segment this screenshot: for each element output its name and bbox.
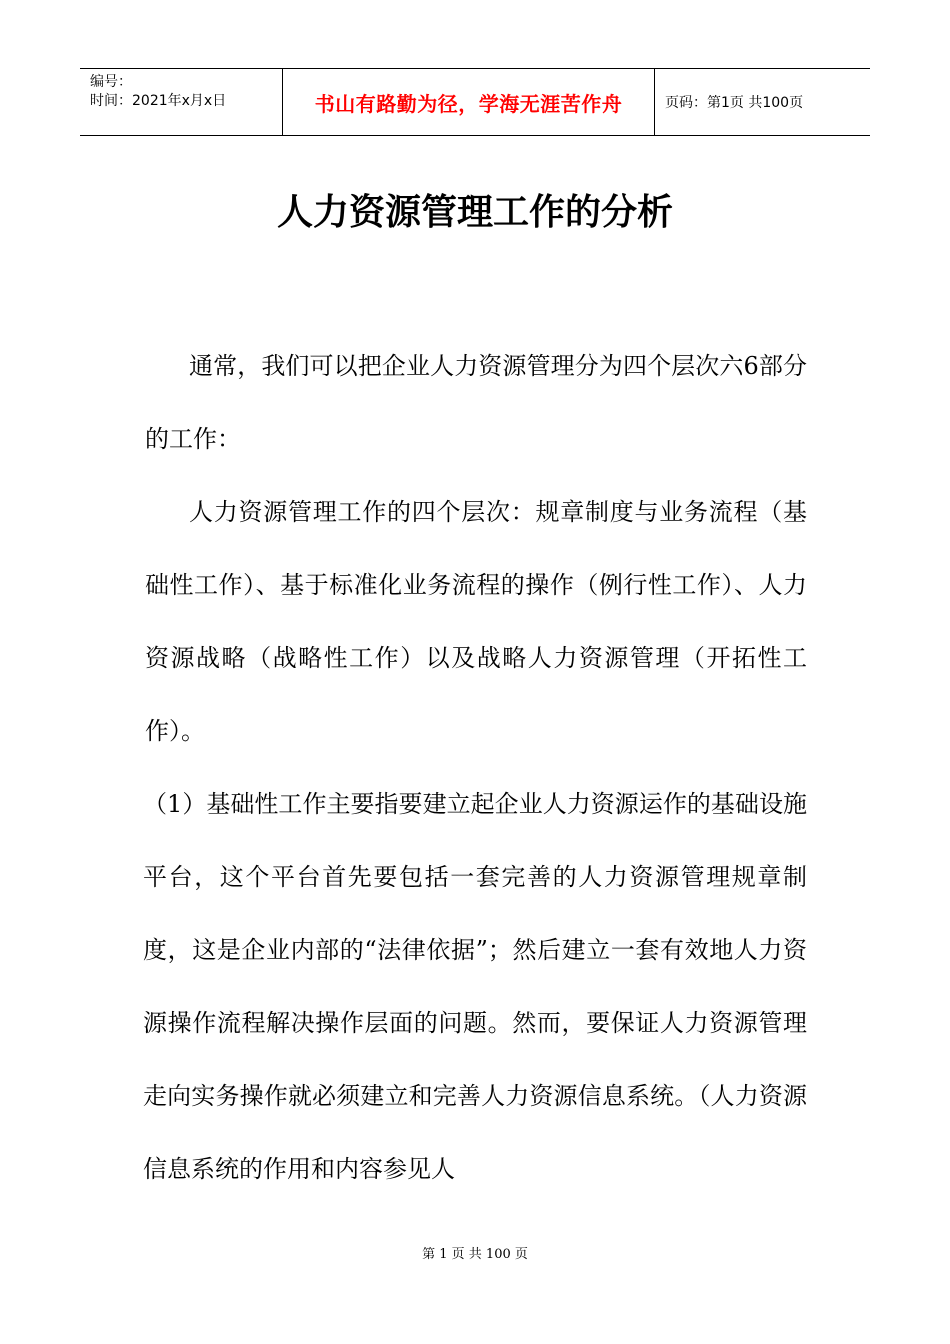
page-footer: 第 1 页 共 100 页 bbox=[422, 1247, 528, 1262]
header-motto: 书山有路勤为径，学海无涯苦作舟 bbox=[282, 69, 655, 135]
document-date-label: 时间：2021年x月x日 bbox=[90, 93, 227, 109]
paragraph-four-levels: 人力资源管理工作的四个层次：规章制度与业务流程（基础性工作）、基于标准化业务流程的操作（例行性工作）、人力资源战略（战略性工作）以及战略人力资源管理（开拓性工作）。 bbox=[145, 498, 807, 745]
document-body bbox=[145, 330, 807, 1206]
document-title: 人力资源管理工作的分析 bbox=[276, 192, 673, 233]
header-page-info: 页码：第1页 共100页 bbox=[665, 95, 804, 111]
paragraph-basic-work: （1）基础性工作主要指要建立起企业人力资源运作的基础设施平台，这个平台首先要包括一套完善的人力资源管理规章制度，这是企业内部的“法律依据”；然后建立一套有效地人力资源操作流程解决操作层面的问题。然而，要保证人力资源管理走向实务操作就必须建立和完善人力资源信息系统。（人力资源信息系统的作用和内容参见人 bbox=[143, 790, 807, 1183]
header-meta bbox=[80, 69, 282, 135]
document-number-label: 编号： bbox=[90, 74, 132, 90]
page-header bbox=[80, 68, 870, 136]
paragraph-intro: 通常，我们可以把企业人力资源管理分为四个层次六6部分的工作： bbox=[145, 352, 807, 453]
